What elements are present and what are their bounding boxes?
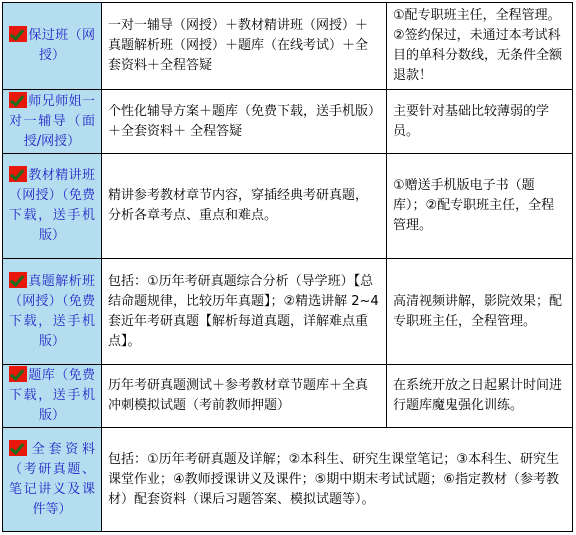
product-desc: 包括：①历年考研真题综合分析（导学班）【总结命题规律，比较历年真题】；②精选讲解 2~4 套近年考研真题【解析每道真题，详解难点重点】。 <box>102 259 387 365</box>
product-name-cell <box>3 428 102 532</box>
product-desc: 包括：①历年考研真题及详解；②本科生、研究生课堂笔记；③本科生、研究生课堂作业；④教师授课讲义及课件；⑤期中期末考试试题；⑥指定教材（参考教材）配套资料（课后习题答案、模拟试题等）。 <box>102 428 573 532</box>
table-row <box>3 3 573 90</box>
product-name: 保过班（网授） <box>28 28 95 63</box>
product-name-cell <box>3 154 102 259</box>
table-row <box>3 428 573 532</box>
product-table <box>2 2 573 532</box>
product-name: 真题解析班（网授）（免费下载，送手机版） <box>9 273 95 349</box>
product-name: 全套资料（考研真题、笔记讲义及课件等） <box>9 441 95 517</box>
table-row <box>3 365 573 428</box>
product-note: 在系统开放之日起累计时间进行题库魔鬼强化训练。 <box>387 365 573 428</box>
table-row <box>3 154 573 259</box>
product-desc: 一对一辅导（网授）＋教材精讲班（网授）＋真题解析班（网授）＋题库（在线考试）＋全套资料＋全程答疑 <box>102 3 387 90</box>
product-desc: 个性化辅导方案＋题库（免费下载，送手机版）＋全套资料＋ 全程答疑 <box>102 90 387 154</box>
product-note: 高清视频讲解，影院效果；配专职班主任，全程管理。 <box>387 259 573 365</box>
checkmark-icon <box>9 92 27 108</box>
product-desc: 历年考研真题测试＋参考教材章节题库＋全真冲刺模拟试题（考前教师押题） <box>102 365 387 428</box>
checkmark-icon <box>9 440 27 456</box>
table-row <box>3 90 573 154</box>
product-name-cell <box>3 365 102 428</box>
product-desc: 精讲参考教材章节内容，穿插经典考研真题，分析各章考点、重点和难点。 <box>102 154 387 259</box>
product-name: 教材精讲班（网授）（免费下载，送手机版） <box>9 168 95 243</box>
checkmark-icon <box>9 272 27 288</box>
product-note: ①赠送手机版电子书（题库）；②配专职班主任，全程管理。 <box>387 154 573 259</box>
product-name: 师兄师姐一对一辅导（面授/网授） <box>9 93 95 149</box>
checkmark-icon <box>9 366 27 382</box>
product-name-cell <box>3 259 102 365</box>
checkmark-icon <box>9 166 27 182</box>
product-name-cell <box>3 90 102 154</box>
checkmark-icon <box>9 26 27 42</box>
product-note: 主要针对基础比较薄弱的学员。 <box>387 90 573 154</box>
product-name-cell <box>3 3 102 90</box>
product-name: 题库（免费下载，送手机版） <box>9 368 95 423</box>
product-note: ①配专职班主任，全程管理。②签约保过，未通过本考试科目的单科分数线，无条件全额退款！ <box>387 3 573 90</box>
table-row <box>3 259 573 365</box>
